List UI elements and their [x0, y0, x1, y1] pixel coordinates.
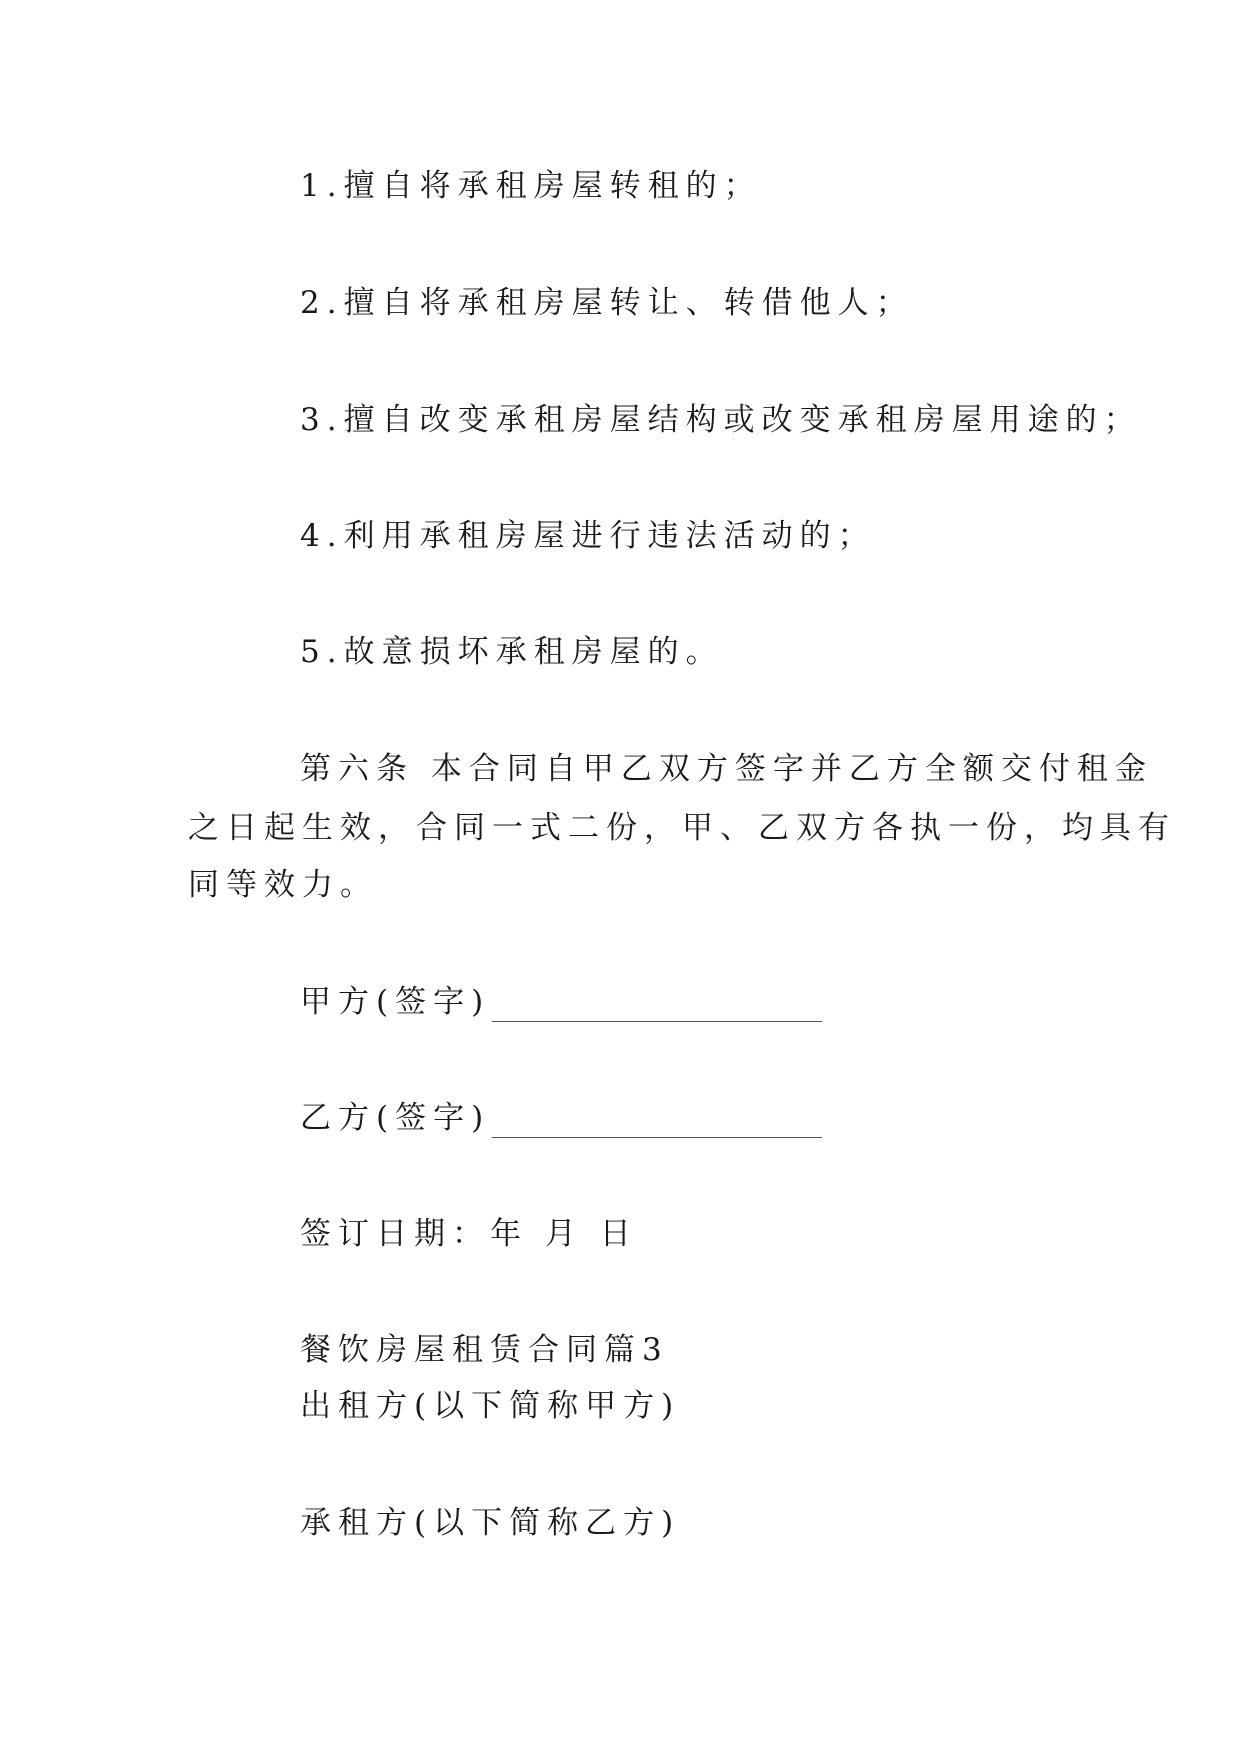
party-a-label: 甲方(签字) [300, 984, 491, 1020]
list-item-3: 3.擅自改变承租房屋结构或改变承租房屋用途的； [300, 402, 1142, 438]
lessee-line: 承租方(以下简称乙方) [300, 1505, 681, 1541]
party-b-signature-row [300, 1098, 822, 1138]
signing-date: 签订日期：年 月 日 [300, 1216, 638, 1252]
party-b-label: 乙方(签字) [300, 1100, 491, 1136]
list-item-1: 1.擅自将承租房屋转租的； [300, 168, 762, 204]
list-item-2: 2.擅自将承租房屋转让、转借他人； [300, 285, 914, 321]
lessor-line: 出租方(以下简称甲方) [300, 1388, 681, 1424]
party-a-signature-line [492, 993, 822, 1022]
section-title: 餐饮房屋租赁合同篇3 [300, 1332, 669, 1368]
party-b-signature-line [492, 1109, 822, 1138]
list-item-4: 4.利用承租房屋进行违法活动的； [300, 518, 876, 554]
article-6-line-2: 之日起生效，合同一式二份，甲、乙双方各执一份，均具有 [188, 810, 1176, 846]
list-item-5: 5.故意损坏承租房屋的。 [300, 634, 724, 670]
article-6-line-1: 第六条 本合同自甲乙双方签字并乙方全额交付租金 [300, 751, 1153, 787]
party-a-signature-row [300, 982, 822, 1022]
article-6-line-3: 同等效力。 [188, 867, 378, 903]
